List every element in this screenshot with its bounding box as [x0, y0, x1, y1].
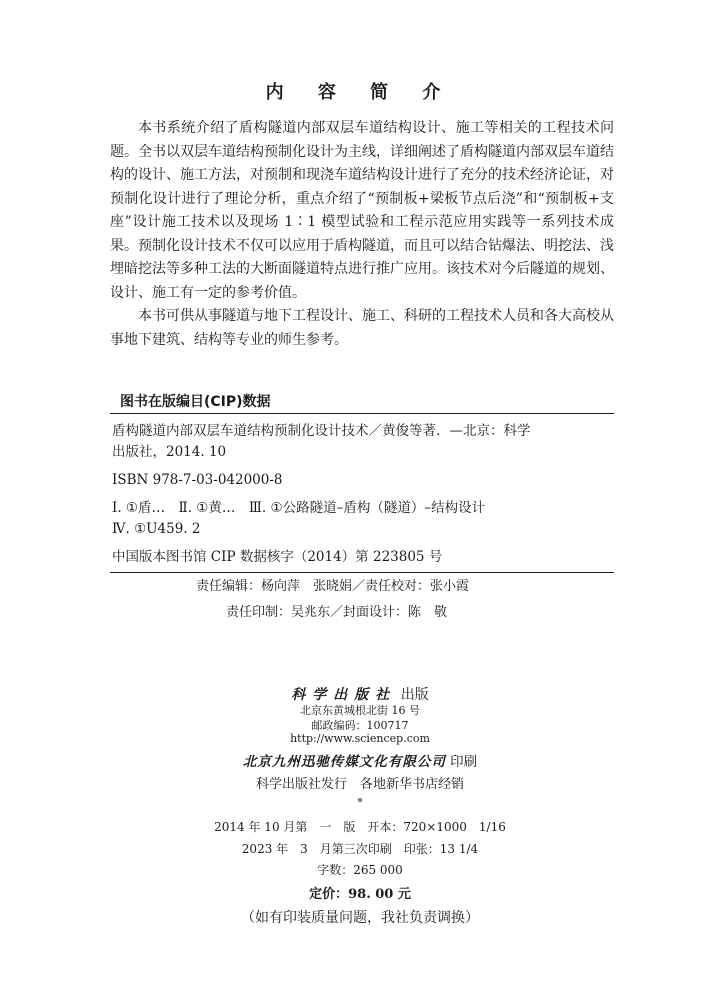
printer-name: 北京九州迅驰传媒文化有限公司	[242, 754, 446, 770]
cip-top-rule	[110, 413, 614, 414]
separator-star: *	[357, 796, 363, 809]
distribution-line: 科学出版社发行 各地新华书店经销	[255, 777, 464, 792]
cip-classification-line-1: Ⅰ. ①盾… Ⅱ. ①黄… Ⅲ. ①公路隧道–盾构（隧道）–结构设计	[112, 500, 486, 516]
printer-line	[0, 750, 720, 770]
cip-isbn: ISBN 978-7-03-042000-8	[112, 472, 283, 488]
publisher-line	[0, 684, 720, 704]
price: 定价：98. 00 元	[309, 887, 411, 902]
book-summary	[110, 117, 614, 352]
publisher-postcode: 邮政编码：100717	[311, 719, 409, 732]
printer-role: 印刷	[450, 754, 478, 770]
cip-library-record: 中国版本图书馆 CIP 数据核字（2014）第 223805 号	[112, 549, 443, 565]
production-credit: 责任印制：吴兆东／封面设计：陈 敬	[226, 605, 448, 620]
cip-entry-line-1: 盾构隧道内部双层车道结构预制化设计技术／黄俊等著．—北京：科学	[112, 423, 531, 439]
publisher-name: 科学出版社	[291, 687, 397, 703]
publisher-role: 出版	[400, 687, 429, 703]
quality-notice: （如有印装质量问题，我社负责调换）	[241, 910, 479, 926]
editors-credit: 责任编辑：杨向萍 张晓娟／责任校对：张小霞	[196, 579, 470, 594]
word-count: 字数：265 000	[317, 863, 403, 877]
cip-heading: 图书在版编目(CIP)数据	[120, 394, 271, 410]
cip-bottom-rule	[110, 572, 614, 573]
publisher-url: http://www.sciencep.com	[290, 732, 430, 745]
summary-paragraph-1: 本书系统介绍了盾构隧道内部双层车道结构设计、施工等相关的工程技术问题。全书以双层车道结构预制化设计为主线，详细阐述了盾构隧道内部双层车道结构的设计、施工方法，对预制和现浇车道结构设计进行了充分的技术经济论证，对预制化设计进行了理论分析，重点介绍了“预制板+梁板节点后浇”和“预制板+支座”设计施工技术以及现场 1∶1 模型试验和工程示范应用实践等一系列技术成果。预制化设计技术不仅可以应用于盾构隧道，而且可以结合钻爆法、明挖法、浅埋暗挖法等多种工法的大断面隧道特点进行推广应用。该技术对今后隧道的规划、设计、施工有一定的参考价值。	[110, 120, 614, 301]
publisher-address: 北京东黄城根北街 16 号	[300, 704, 420, 717]
edition-line-2: 2023 年 3 月第三次印刷 印张：13 1/4	[241, 842, 479, 856]
cip-entry-line-2: 出版社，2014. 10	[112, 444, 227, 460]
cip-record	[112, 421, 612, 568]
cip-classification-line-2: Ⅳ. ①U459. 2	[112, 521, 201, 537]
edition-line-1: 2014 年 10 月第 一 版 开本：720×1000 1/16	[214, 820, 506, 834]
page-title: 内 容 简 介	[265, 82, 455, 103]
summary-paragraph-2: 本书可供从事隧道与地下工程设计、施工、科研的工程技术人员和各大高校从事地下建筑、结构等专业的师生参考。	[110, 308, 614, 348]
